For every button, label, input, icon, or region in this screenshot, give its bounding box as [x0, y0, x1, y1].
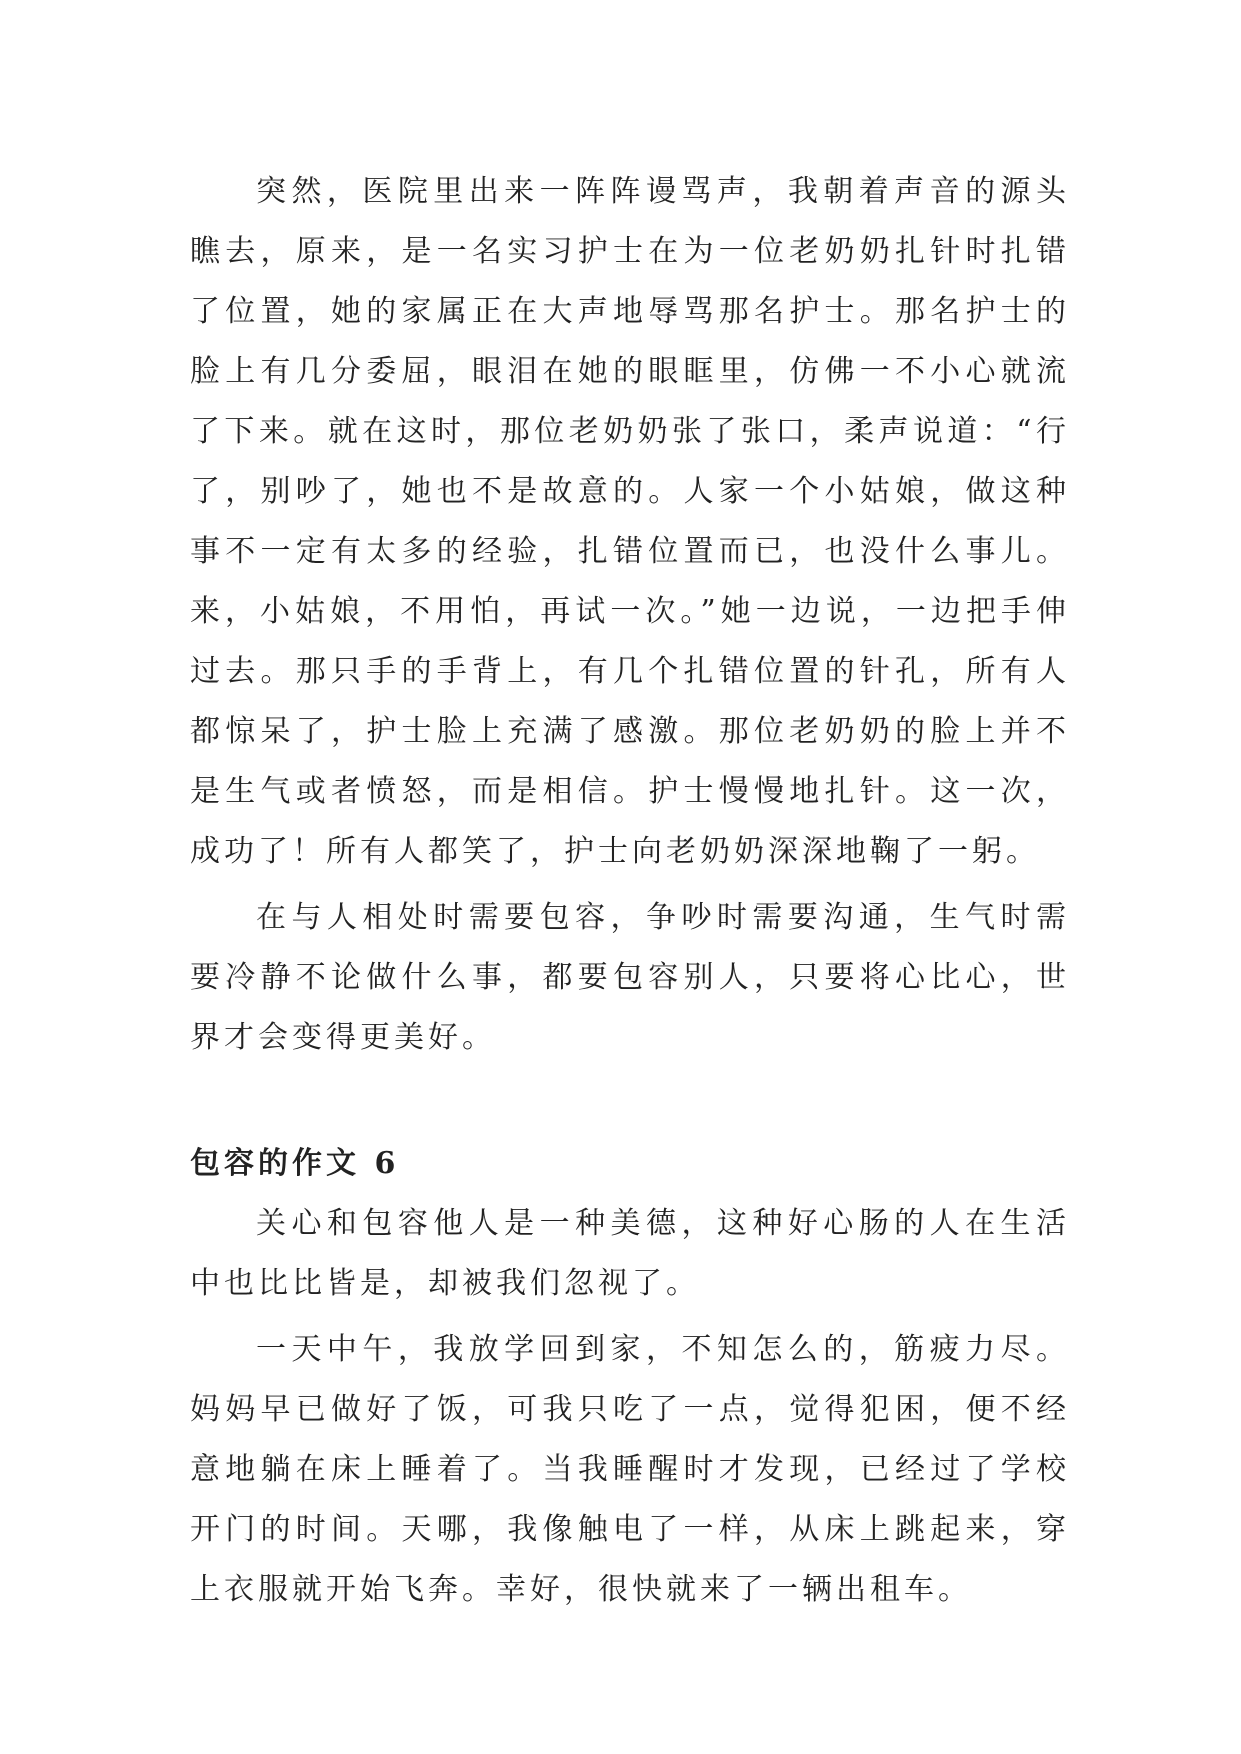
paragraph-hospital-story: 突然，医院里出来一阵阵谩骂声，我朝着声音的源头瞧去，原来，是一名实习护士在为一位老奶奶扎针时扎错了位置，她的家属正在大声地辱骂那名护士。那名护士的脸上有几分委屈，眼泪在她的眼眶里，仿佛一不小心就流了下来。就在这时，那位老奶奶张了张口，柔声说道：“行了，别吵了，她也不是故意的。人家一个小姑娘，做这种事不一定有太多的经验，扎错位置而已，也没什么事儿。来，小姑娘，不用怕，再试一次。”她一边说，一边把手伸过去。那只手的手背上，有几个扎错位置的针孔，所有人都惊呆了，护士脸上充满了感激。那位老奶奶的脸上并不是生气或者愤怒，而是相信。护士慢慢地扎针。这一次，成功了！所有人都笑了，护士向老奶奶深深地鞠了一躬。: [190, 174, 1070, 869]
document-page: [190, 162, 1070, 1620]
paragraph-noon-story: 一天中午，我放学回到家，不知怎么的，筋疲力尽。妈妈早已做好了饭，可我只吃了一点，觉得犯困，便不经意地躺在床上睡着了。当我睡醒时才发现，已经过了学校开门的时间。天哪，我像触电了一样，从床上跳起来，穿上衣服就开始飞奔。幸好，很快就来了一辆出租车。: [190, 1332, 1070, 1607]
section-title: 包容的作文 6: [190, 1146, 400, 1181]
paragraph-intro: 关心和包容他人是一种美德，这种好心肠的人在生活中也比比皆是，却被我们忽视了。: [190, 1206, 1070, 1301]
paragraph-conclusion: 在与人相处时需要包容，争吵时需要沟通，生气时需要冷静不论做什么事，都要包容别人，只要将心比心，世界才会变得更美好。: [190, 900, 1070, 1055]
